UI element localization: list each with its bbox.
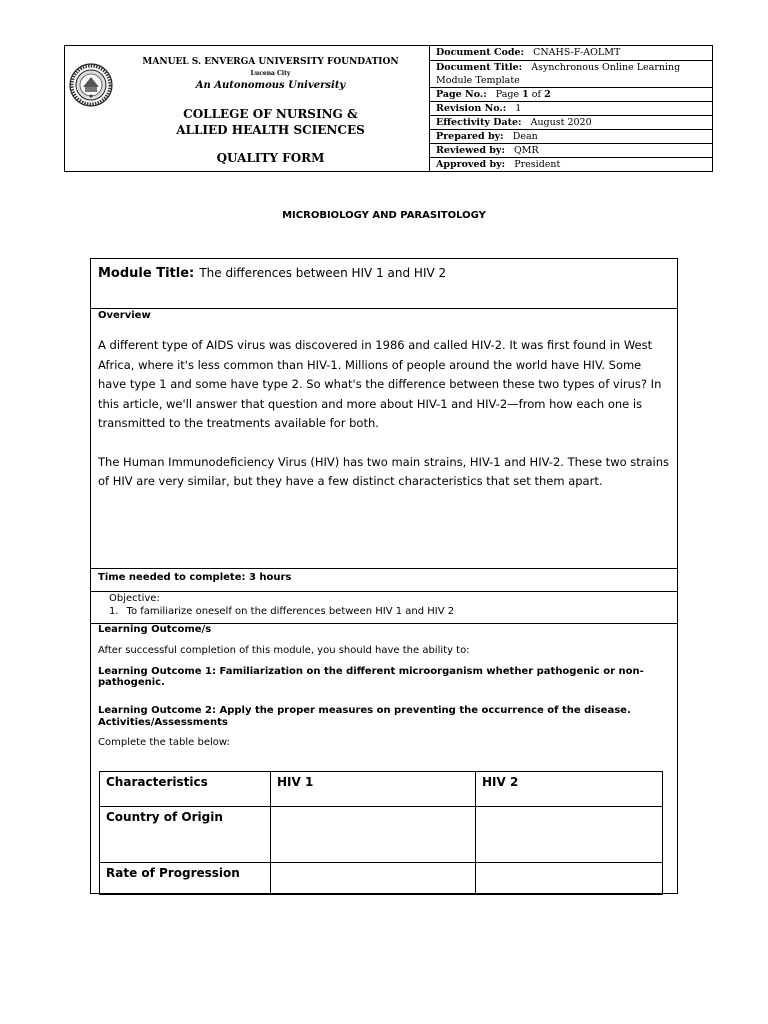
table-header-row — [100, 772, 663, 807]
approved-label: Approved by: — [436, 159, 506, 170]
revision-label: Revision No.: — [436, 103, 507, 114]
learning-outcomes-intro: After successful completion of this module, you should have the ability to: — [98, 645, 470, 656]
reviewed-label: Reviewed by: — [436, 145, 505, 156]
approved-row — [430, 158, 712, 172]
activities-section — [91, 717, 677, 893]
objective-section — [91, 592, 677, 624]
university-seal-icon — [69, 63, 113, 107]
university-city: Lucena City — [250, 70, 291, 77]
college-name-line2: ALLIED HEALTH SCIENCES — [176, 123, 365, 137]
learning-outcomes-label: Learning Outcome/s — [98, 624, 212, 635]
page-no-row — [430, 88, 712, 102]
institution-block — [65, 46, 430, 171]
learning-outcome-1: Learning Outcome 1: Familiarization on the different microorganism whether pathogenic or non-pathogenic. — [98, 666, 644, 688]
doc-code-label: Document Code: — [436, 47, 525, 58]
table-cell-hiv1[interactable] — [271, 807, 476, 863]
module-title-value: The differences between HIV 1 and HIV 2 — [199, 266, 447, 280]
activities-intro: Complete the table below: — [98, 737, 230, 748]
effectivity-label: Effectivity Date: — [436, 117, 522, 128]
form-type: QUALITY FORM — [216, 151, 325, 165]
document-info-table — [430, 46, 712, 172]
doc-code-value: CNAHS-F-AOLMT — [533, 47, 621, 58]
table-header-cell: HIV 2 — [476, 772, 663, 807]
page-of: of — [531, 89, 542, 100]
overview-label: Overview — [98, 310, 151, 321]
overview-paragraph-1: A different type of AIDS virus was discovered in 1986 and called HIV-2. It was first found in West Africa, where it's less common than HIV-1. Millions of people around the world have HIV. Some have type 1 and some have type 2. So what's the difference between these two types of virus? In this article, we'll answer that question and more about HIV-1 and HIV-2—from how each one is transmitted to the treatments available for both. — [98, 338, 662, 430]
revision-row — [430, 102, 712, 116]
learning-outcomes-section — [91, 624, 677, 717]
overview-section — [91, 309, 677, 569]
subject-title: MICROBIOLOGY AND PARASITOLOGY — [282, 210, 486, 221]
objective-label: Objective: — [109, 593, 160, 604]
prepared-row — [430, 130, 712, 144]
page-prefix: Page — [495, 89, 520, 100]
table-row — [100, 863, 663, 895]
module-title-label: Module Title: — [98, 266, 195, 281]
objective-item — [109, 605, 670, 618]
revision-value: 1 — [515, 103, 522, 114]
effectivity-value: August 2020 — [530, 117, 592, 128]
module-title-section — [91, 259, 677, 309]
doc-title-value-line2: Module Template — [436, 75, 520, 86]
activities-label: Activities/Assessments — [98, 717, 228, 728]
doc-code-row — [430, 46, 712, 61]
page-no-label: Page No.: — [436, 89, 487, 100]
reviewed-value: QMR — [514, 145, 539, 156]
table-row — [100, 807, 663, 863]
objective-number: 1. — [109, 606, 119, 617]
overview-paragraph-2: The Human Immunodeficiency Virus (HIV) has two main strains, HIV-1 and HIV-2. These two strains of HIV are very similar, but they have a few distinct characteristics that set them apart. — [98, 454, 670, 488]
college-name-line1: COLLEGE OF NURSING & — [183, 107, 358, 121]
effectivity-row — [430, 116, 712, 130]
table-cell-hiv2[interactable] — [476, 863, 663, 895]
table-cell-hiv2[interactable] — [476, 807, 663, 863]
module-form — [90, 258, 678, 894]
table-cell-hiv1[interactable] — [271, 863, 476, 895]
table-row-label: Rate of Progression — [100, 863, 271, 895]
page-current: 1 — [522, 89, 529, 100]
time-needed: Time needed to complete: 3 hours — [91, 569, 677, 592]
characteristics-table — [99, 771, 663, 895]
prepared-value: Dean — [512, 131, 538, 142]
prepared-label: Prepared by: — [436, 131, 504, 142]
approved-value: President — [514, 159, 561, 170]
reviewed-row — [430, 144, 712, 158]
table-header-cell: Characteristics — [100, 772, 271, 807]
table-row-label: Country of Origin — [100, 807, 271, 863]
objective-text: To familiarize oneself on the differences between HIV 1 and HIV 2 — [126, 606, 455, 617]
university-name: MANUEL S. ENVERGA UNIVERSITY FOUNDATION — [142, 57, 399, 67]
doc-title-value: Asynchronous Online Learning — [531, 62, 681, 73]
table-header-cell: HIV 1 — [271, 772, 476, 807]
university-status: An Autonomous University — [195, 80, 346, 91]
doc-title-row — [430, 61, 712, 88]
learning-outcome-2: Learning Outcome 2: Apply the proper measures on preventing the occurrence of the disease. — [98, 705, 631, 716]
page-total: 2 — [544, 89, 551, 100]
document-header — [64, 45, 713, 172]
doc-title-label: Document Title: — [436, 62, 523, 73]
